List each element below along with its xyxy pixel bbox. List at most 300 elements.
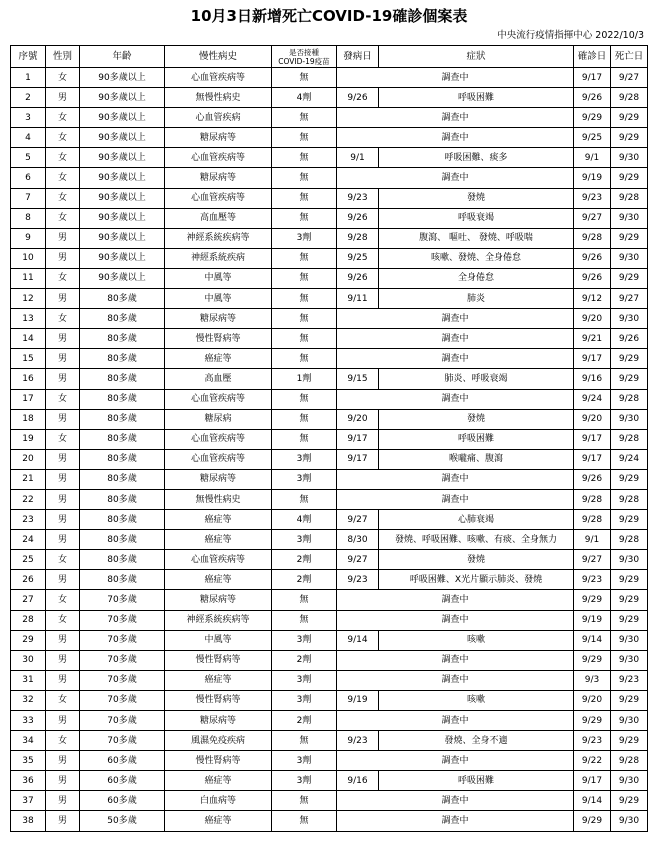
cell-vaccination: 3劑 bbox=[272, 751, 337, 771]
cell-sex: 男 bbox=[46, 369, 80, 389]
cell-confirm: 9/27 bbox=[574, 550, 611, 570]
cell-death: 9/30 bbox=[611, 711, 648, 731]
cell-chronic: 慢性腎病等 bbox=[165, 690, 272, 710]
cell-confirm: 9/20 bbox=[574, 690, 611, 710]
cell-sex: 女 bbox=[46, 389, 80, 409]
cell-confirm: 9/19 bbox=[574, 610, 611, 630]
cell-symptom: 調查中 bbox=[337, 329, 574, 349]
cell-chronic: 心血管疾病等 bbox=[165, 429, 272, 449]
cell-sex: 男 bbox=[46, 349, 80, 369]
cell-sex: 女 bbox=[46, 148, 80, 168]
table-row bbox=[11, 168, 648, 188]
cell-no: 2 bbox=[11, 88, 46, 108]
table-row bbox=[11, 108, 648, 128]
cell-chronic: 癌症等 bbox=[165, 510, 272, 530]
cell-chronic: 心血管疾病 bbox=[165, 108, 272, 128]
cell-death: 9/30 bbox=[611, 208, 648, 228]
cell-sex: 男 bbox=[46, 449, 80, 469]
cell-confirm: 9/17 bbox=[574, 429, 611, 449]
cell-sex: 男 bbox=[46, 489, 80, 509]
cell-vaccination: 3劑 bbox=[272, 449, 337, 469]
cell-symptom: 發燒、全身不適 bbox=[379, 731, 574, 751]
table-row bbox=[11, 88, 648, 108]
cell-death: 9/27 bbox=[611, 289, 648, 309]
table-row bbox=[11, 128, 648, 148]
table-row bbox=[11, 510, 648, 530]
cell-sex: 女 bbox=[46, 309, 80, 329]
cell-no: 29 bbox=[11, 630, 46, 650]
cell-chronic: 高血壓等 bbox=[165, 208, 272, 228]
cell-no: 23 bbox=[11, 510, 46, 530]
cell-vaccination: 無 bbox=[272, 68, 337, 88]
header-vaccination bbox=[272, 46, 337, 68]
cell-symptom: 調查中 bbox=[337, 389, 574, 409]
cell-age: 90多歲以上 bbox=[80, 188, 165, 208]
cell-symptom: 調查中 bbox=[337, 791, 574, 811]
cell-sex: 女 bbox=[46, 128, 80, 148]
cell-no: 32 bbox=[11, 690, 46, 710]
cell-vaccination: 無 bbox=[272, 289, 337, 309]
cell-chronic: 癌症等 bbox=[165, 670, 272, 690]
cell-confirm: 9/28 bbox=[574, 228, 611, 248]
cell-age: 80多歲 bbox=[80, 510, 165, 530]
cell-age: 90多歲以上 bbox=[80, 168, 165, 188]
cell-no: 27 bbox=[11, 590, 46, 610]
cell-symptom: 呼吸困難 bbox=[379, 771, 574, 791]
cell-vaccination: 無 bbox=[272, 108, 337, 128]
header-age: 年齡 bbox=[80, 46, 165, 68]
cell-no: 25 bbox=[11, 550, 46, 570]
table-row bbox=[11, 590, 648, 610]
cell-sex: 男 bbox=[46, 248, 80, 268]
cell-age: 90多歲以上 bbox=[80, 128, 165, 148]
cell-vaccination: 無 bbox=[272, 168, 337, 188]
cell-death: 9/30 bbox=[611, 409, 648, 429]
cell-death: 9/28 bbox=[611, 530, 648, 550]
cell-age: 70多歲 bbox=[80, 670, 165, 690]
cell-symptom: 調查中 bbox=[337, 108, 574, 128]
cell-sex: 女 bbox=[46, 268, 80, 288]
cell-vaccination: 無 bbox=[272, 208, 337, 228]
cell-sex: 男 bbox=[46, 228, 80, 248]
cell-symptom: 呼吸困難 bbox=[379, 88, 574, 108]
cell-no: 3 bbox=[11, 108, 46, 128]
cell-no: 1 bbox=[11, 68, 46, 88]
cell-confirm: 9/17 bbox=[574, 771, 611, 791]
cell-confirm: 9/16 bbox=[574, 369, 611, 389]
cell-vaccination: 2劑 bbox=[272, 711, 337, 731]
cell-sex: 男 bbox=[46, 650, 80, 670]
cell-sex: 男 bbox=[46, 670, 80, 690]
cell-sex: 男 bbox=[46, 329, 80, 349]
cell-symptom: 調查中 bbox=[337, 469, 574, 489]
cell-death: 9/28 bbox=[611, 751, 648, 771]
cell-onset: 9/26 bbox=[337, 208, 379, 228]
cell-no: 24 bbox=[11, 530, 46, 550]
cell-age: 80多歲 bbox=[80, 309, 165, 329]
cell-onset: 9/14 bbox=[337, 630, 379, 650]
cell-confirm: 9/26 bbox=[574, 268, 611, 288]
cell-onset: 9/27 bbox=[337, 550, 379, 570]
cell-death: 9/29 bbox=[611, 108, 648, 128]
cell-vaccination: 無 bbox=[272, 489, 337, 509]
cell-symptom: 咳嗽 bbox=[379, 690, 574, 710]
cell-symptom: 調查中 bbox=[337, 309, 574, 329]
cell-sex: 女 bbox=[46, 108, 80, 128]
cell-vaccination: 3劑 bbox=[272, 670, 337, 690]
cell-confirm: 9/29 bbox=[574, 108, 611, 128]
cell-death: 9/30 bbox=[611, 550, 648, 570]
cell-vaccination: 2劑 bbox=[272, 570, 337, 590]
cell-chronic: 慢性腎病等 bbox=[165, 650, 272, 670]
cell-age: 90多歲以上 bbox=[80, 88, 165, 108]
source-date: 中央流行疫情指揮中心 2022/10/3 bbox=[497, 30, 644, 41]
cell-age: 90多歲以上 bbox=[80, 68, 165, 88]
cell-sex: 男 bbox=[46, 409, 80, 429]
cell-no: 5 bbox=[11, 148, 46, 168]
cell-chronic: 神經系統疾病等 bbox=[165, 610, 272, 630]
cell-no: 33 bbox=[11, 711, 46, 731]
cell-sex: 女 bbox=[46, 610, 80, 630]
cell-vaccination: 無 bbox=[272, 309, 337, 329]
cell-confirm: 9/23 bbox=[574, 188, 611, 208]
cell-age: 90多歲以上 bbox=[80, 148, 165, 168]
cell-age: 80多歲 bbox=[80, 329, 165, 349]
cell-no: 15 bbox=[11, 349, 46, 369]
cell-death: 9/28 bbox=[611, 188, 648, 208]
cell-vaccination: 無 bbox=[272, 409, 337, 429]
table-row bbox=[11, 469, 648, 489]
cell-no: 12 bbox=[11, 289, 46, 309]
header-sex: 性別 bbox=[46, 46, 80, 68]
cell-symptom: 發燒、呼吸困難、咳嗽、有痰、全身無力 bbox=[379, 530, 574, 550]
cell-death: 9/30 bbox=[611, 771, 648, 791]
cell-symptom: 喉嚨痛、腹瀉 bbox=[379, 449, 574, 469]
cell-onset: 9/23 bbox=[337, 731, 379, 751]
cell-death: 9/29 bbox=[611, 349, 648, 369]
cell-symptom: 肺炎、呼吸衰竭 bbox=[379, 369, 574, 389]
cell-symptom: 咳嗽、發燒、全身倦怠 bbox=[379, 248, 574, 268]
table-row bbox=[11, 811, 648, 831]
table-row bbox=[11, 268, 648, 288]
cell-age: 80多歲 bbox=[80, 369, 165, 389]
cell-chronic: 無慢性病史 bbox=[165, 88, 272, 108]
table-row bbox=[11, 349, 648, 369]
table-row bbox=[11, 188, 648, 208]
table-row bbox=[11, 711, 648, 731]
cell-no: 9 bbox=[11, 228, 46, 248]
cell-no: 10 bbox=[11, 248, 46, 268]
cell-death: 9/28 bbox=[611, 88, 648, 108]
cell-confirm: 9/20 bbox=[574, 409, 611, 429]
cell-age: 80多歲 bbox=[80, 409, 165, 429]
cell-vaccination: 3劑 bbox=[272, 469, 337, 489]
cell-chronic: 心血管疾病等 bbox=[165, 449, 272, 469]
cell-no: 21 bbox=[11, 469, 46, 489]
cell-onset: 9/25 bbox=[337, 248, 379, 268]
cell-symptom: 呼吸困難 bbox=[379, 429, 574, 449]
cell-symptom: 調查中 bbox=[337, 670, 574, 690]
table-row bbox=[11, 670, 648, 690]
cell-age: 90多歲以上 bbox=[80, 268, 165, 288]
cell-vaccination: 3劑 bbox=[272, 228, 337, 248]
cell-chronic: 心血管疾病等 bbox=[165, 188, 272, 208]
table-row bbox=[11, 650, 648, 670]
cell-sex: 男 bbox=[46, 510, 80, 530]
cell-symptom: 心肺衰竭 bbox=[379, 510, 574, 530]
cell-sex: 男 bbox=[46, 530, 80, 550]
cell-vaccination: 無 bbox=[272, 128, 337, 148]
cell-chronic: 糖尿病等 bbox=[165, 309, 272, 329]
cell-death: 9/24 bbox=[611, 449, 648, 469]
cell-sex: 男 bbox=[46, 811, 80, 831]
cell-chronic: 中風等 bbox=[165, 289, 272, 309]
cell-confirm: 9/20 bbox=[574, 309, 611, 329]
table-row bbox=[11, 731, 648, 751]
cell-no: 38 bbox=[11, 811, 46, 831]
cell-confirm: 9/14 bbox=[574, 630, 611, 650]
cell-symptom: 調查中 bbox=[337, 590, 574, 610]
cell-symptom: 調查中 bbox=[337, 68, 574, 88]
cell-no: 7 bbox=[11, 188, 46, 208]
cell-symptom: 調查中 bbox=[337, 168, 574, 188]
cell-age: 90多歲以上 bbox=[80, 248, 165, 268]
cell-onset: 9/26 bbox=[337, 88, 379, 108]
cell-chronic: 風濕免疫疾病 bbox=[165, 731, 272, 751]
cell-confirm: 9/29 bbox=[574, 811, 611, 831]
cell-vaccination: 無 bbox=[272, 148, 337, 168]
cell-age: 70多歲 bbox=[80, 711, 165, 731]
cell-age: 80多歲 bbox=[80, 570, 165, 590]
cell-vaccination: 3劑 bbox=[272, 690, 337, 710]
cell-chronic: 糖尿病等 bbox=[165, 168, 272, 188]
header-chronic: 慢性病史 bbox=[165, 46, 272, 68]
table-row bbox=[11, 530, 648, 550]
cell-sex: 女 bbox=[46, 188, 80, 208]
cell-sex: 男 bbox=[46, 630, 80, 650]
cell-age: 90多歲以上 bbox=[80, 208, 165, 228]
cell-confirm: 9/3 bbox=[574, 670, 611, 690]
cell-chronic: 癌症等 bbox=[165, 530, 272, 550]
cell-confirm: 9/21 bbox=[574, 329, 611, 349]
cell-vaccination: 1劑 bbox=[272, 369, 337, 389]
cell-age: 70多歲 bbox=[80, 610, 165, 630]
cell-chronic: 中風等 bbox=[165, 268, 272, 288]
cell-vaccination: 3劑 bbox=[272, 630, 337, 650]
cell-no: 28 bbox=[11, 610, 46, 630]
cell-chronic: 糖尿病等 bbox=[165, 590, 272, 610]
cell-sex: 男 bbox=[46, 771, 80, 791]
cell-symptom: 發燒 bbox=[379, 188, 574, 208]
table-row bbox=[11, 148, 648, 168]
cell-age: 80多歲 bbox=[80, 530, 165, 550]
cell-chronic: 無慢性病史 bbox=[165, 489, 272, 509]
cell-death: 9/27 bbox=[611, 68, 648, 88]
cell-onset: 9/23 bbox=[337, 188, 379, 208]
cell-no: 37 bbox=[11, 791, 46, 811]
cell-onset: 9/17 bbox=[337, 449, 379, 469]
table-row bbox=[11, 248, 648, 268]
table-body bbox=[11, 68, 648, 832]
cell-symptom: 調查中 bbox=[337, 650, 574, 670]
cell-onset: 9/17 bbox=[337, 429, 379, 449]
cell-vaccination: 無 bbox=[272, 329, 337, 349]
cell-symptom: 全身倦怠 bbox=[379, 268, 574, 288]
header-onset: 發病日 bbox=[337, 46, 379, 68]
table-row bbox=[11, 369, 648, 389]
cell-confirm: 9/27 bbox=[574, 208, 611, 228]
cell-age: 60多歲 bbox=[80, 751, 165, 771]
cell-death: 9/29 bbox=[611, 731, 648, 751]
cell-age: 90多歲以上 bbox=[80, 228, 165, 248]
cell-confirm: 9/23 bbox=[574, 731, 611, 751]
table-row bbox=[11, 630, 648, 650]
cell-death: 9/30 bbox=[611, 148, 648, 168]
table-row bbox=[11, 791, 648, 811]
cell-sex: 男 bbox=[46, 570, 80, 590]
cell-no: 11 bbox=[11, 268, 46, 288]
header-vaccination-line2: COVID-19疫苗 bbox=[278, 56, 330, 66]
cell-vaccination: 無 bbox=[272, 731, 337, 751]
table-row bbox=[11, 208, 648, 228]
cell-chronic: 心血管疾病等 bbox=[165, 148, 272, 168]
cell-no: 30 bbox=[11, 650, 46, 670]
cell-no: 14 bbox=[11, 329, 46, 349]
table-row bbox=[11, 449, 648, 469]
cell-death: 9/29 bbox=[611, 268, 648, 288]
cell-vaccination: 3劑 bbox=[272, 530, 337, 550]
cell-sex: 男 bbox=[46, 791, 80, 811]
cell-vaccination: 無 bbox=[272, 610, 337, 630]
table-row bbox=[11, 228, 648, 248]
cell-chronic: 癌症等 bbox=[165, 771, 272, 791]
cell-age: 70多歲 bbox=[80, 650, 165, 670]
cell-age: 70多歲 bbox=[80, 731, 165, 751]
cell-confirm: 9/17 bbox=[574, 68, 611, 88]
cell-chronic: 高血壓 bbox=[165, 369, 272, 389]
cell-chronic: 白血病等 bbox=[165, 791, 272, 811]
cell-death: 9/26 bbox=[611, 329, 648, 349]
death-case-table bbox=[10, 45, 648, 832]
cell-sex: 男 bbox=[46, 289, 80, 309]
cell-symptom: 肺炎 bbox=[379, 289, 574, 309]
cell-age: 80多歲 bbox=[80, 289, 165, 309]
cell-onset: 9/19 bbox=[337, 690, 379, 710]
cell-age: 80多歲 bbox=[80, 429, 165, 449]
cell-vaccination: 無 bbox=[272, 811, 337, 831]
cell-age: 80多歲 bbox=[80, 449, 165, 469]
cell-confirm: 9/26 bbox=[574, 88, 611, 108]
cell-vaccination: 無 bbox=[272, 429, 337, 449]
cell-onset: 9/11 bbox=[337, 289, 379, 309]
table-row bbox=[11, 570, 648, 590]
cell-death: 9/28 bbox=[611, 429, 648, 449]
cell-death: 9/29 bbox=[611, 590, 648, 610]
cell-symptom: 調查中 bbox=[337, 610, 574, 630]
cell-symptom: 調查中 bbox=[337, 489, 574, 509]
cell-chronic: 中風等 bbox=[165, 630, 272, 650]
cell-chronic: 癌症等 bbox=[165, 570, 272, 590]
cell-vaccination: 無 bbox=[272, 349, 337, 369]
table-row bbox=[11, 751, 648, 771]
cell-chronic: 心血管疾病等 bbox=[165, 68, 272, 88]
cell-chronic: 神經系統疾病等 bbox=[165, 228, 272, 248]
table-row bbox=[11, 690, 648, 710]
cell-no: 6 bbox=[11, 168, 46, 188]
cell-sex: 男 bbox=[46, 711, 80, 731]
cell-vaccination: 4劑 bbox=[272, 510, 337, 530]
cell-confirm: 9/12 bbox=[574, 289, 611, 309]
cell-sex: 女 bbox=[46, 731, 80, 751]
cell-age: 60多歲 bbox=[80, 791, 165, 811]
table-row bbox=[11, 550, 648, 570]
cell-no: 31 bbox=[11, 670, 46, 690]
table-row bbox=[11, 409, 648, 429]
cell-sex: 女 bbox=[46, 690, 80, 710]
cell-symptom: 呼吸困難、痰多 bbox=[379, 148, 574, 168]
cell-symptom: 發燒 bbox=[379, 550, 574, 570]
cell-onset: 9/27 bbox=[337, 510, 379, 530]
cell-age: 80多歲 bbox=[80, 489, 165, 509]
cell-death: 9/29 bbox=[611, 570, 648, 590]
cell-sex: 男 bbox=[46, 751, 80, 771]
cell-death: 9/28 bbox=[611, 489, 648, 509]
cell-symptom: 腹瀉、 嘔吐、 發燒、呼吸喘 bbox=[379, 228, 574, 248]
cell-no: 18 bbox=[11, 409, 46, 429]
header-symptom: 症狀 bbox=[379, 46, 574, 68]
table-row bbox=[11, 329, 648, 349]
cell-chronic: 糖尿病等 bbox=[165, 711, 272, 731]
cell-sex: 女 bbox=[46, 429, 80, 449]
cell-onset: 9/23 bbox=[337, 570, 379, 590]
cell-vaccination: 無 bbox=[272, 268, 337, 288]
cell-vaccination: 無 bbox=[272, 188, 337, 208]
cell-confirm: 9/28 bbox=[574, 510, 611, 530]
table-row bbox=[11, 389, 648, 409]
cell-death: 9/30 bbox=[611, 811, 648, 831]
table-row bbox=[11, 68, 648, 88]
cell-symptom: 調查中 bbox=[337, 751, 574, 771]
cell-death: 9/29 bbox=[611, 610, 648, 630]
cell-death: 9/30 bbox=[611, 630, 648, 650]
cell-death: 9/29 bbox=[611, 690, 648, 710]
cell-age: 80多歲 bbox=[80, 349, 165, 369]
cell-vaccination: 無 bbox=[272, 248, 337, 268]
cell-chronic: 糖尿病 bbox=[165, 409, 272, 429]
cell-death: 9/29 bbox=[611, 228, 648, 248]
cell-no: 34 bbox=[11, 731, 46, 751]
cell-death: 9/29 bbox=[611, 128, 648, 148]
cell-onset: 8/30 bbox=[337, 530, 379, 550]
cell-confirm: 9/24 bbox=[574, 389, 611, 409]
cell-age: 80多歲 bbox=[80, 550, 165, 570]
cell-age: 60多歲 bbox=[80, 771, 165, 791]
cell-confirm: 9/22 bbox=[574, 751, 611, 771]
cell-chronic: 癌症等 bbox=[165, 811, 272, 831]
cell-symptom: 呼吸困難、X光片顯示肺炎、發燒 bbox=[379, 570, 574, 590]
cell-confirm: 9/29 bbox=[574, 650, 611, 670]
cell-onset: 9/16 bbox=[337, 771, 379, 791]
cell-confirm: 9/19 bbox=[574, 168, 611, 188]
cell-death: 9/30 bbox=[611, 650, 648, 670]
cell-chronic: 慢性腎病等 bbox=[165, 329, 272, 349]
cell-symptom: 調查中 bbox=[337, 349, 574, 369]
cell-vaccination: 4劑 bbox=[272, 88, 337, 108]
cell-vaccination: 3劑 bbox=[272, 771, 337, 791]
cell-confirm: 9/29 bbox=[574, 711, 611, 731]
cell-onset: 9/26 bbox=[337, 268, 379, 288]
header-no: 序號 bbox=[11, 46, 46, 68]
